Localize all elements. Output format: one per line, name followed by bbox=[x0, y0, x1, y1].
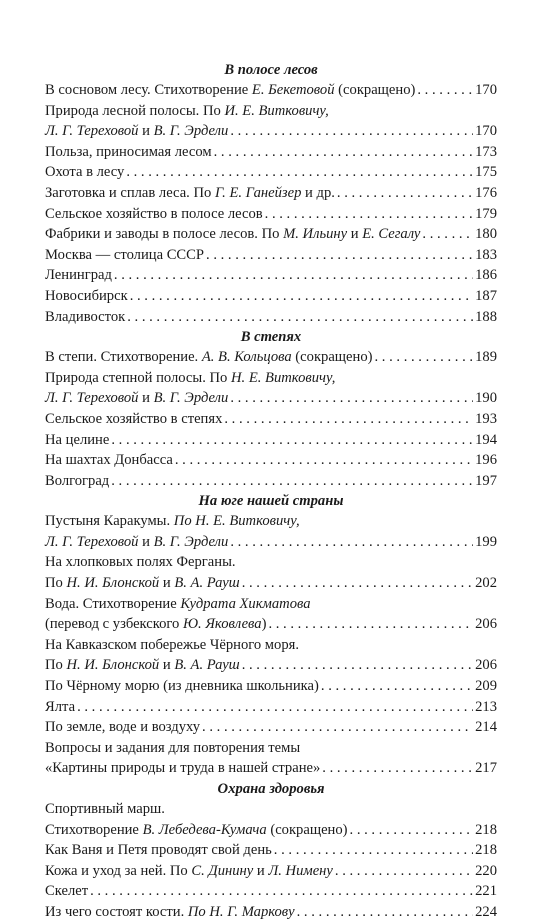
page-number: 206 bbox=[475, 616, 497, 633]
dot-leader bbox=[321, 676, 473, 697]
dot-leader bbox=[268, 614, 473, 635]
toc-entry-title: Заготовка и сплав леса. По Г. Е. Ганейзер и др. bbox=[45, 184, 335, 201]
toc-entry-title: Волгоград bbox=[45, 472, 110, 489]
dot-leader bbox=[77, 697, 473, 718]
toc-entry bbox=[45, 471, 497, 492]
dot-leader bbox=[242, 573, 473, 594]
page-number: 221 bbox=[475, 883, 497, 900]
toc-entry-title: Новосибирск bbox=[45, 287, 128, 304]
toc-entry bbox=[45, 245, 497, 266]
toc-entry bbox=[45, 655, 497, 676]
toc-entry bbox=[45, 388, 497, 409]
toc-entry bbox=[45, 162, 497, 183]
dot-leader bbox=[230, 532, 473, 553]
page-number: 209 bbox=[475, 678, 497, 695]
toc-entry-title: По Н. И. Блонской и В. А. Рауш bbox=[45, 575, 240, 592]
toc-entry-title: В степи. Стихотворение. А. В. Кольцова (сокращено) bbox=[45, 349, 373, 366]
toc-entry bbox=[45, 409, 497, 430]
page-number: 183 bbox=[475, 246, 497, 263]
toc-entry bbox=[45, 183, 497, 204]
dot-leader bbox=[417, 80, 473, 101]
toc-entry-title: На хлопковых полях Ферганы. bbox=[45, 554, 236, 571]
dot-leader bbox=[375, 347, 474, 368]
dot-leader bbox=[214, 142, 473, 163]
toc-entry-title: Вода. Стихотворение Кудрата Хикматова bbox=[45, 595, 311, 612]
dot-leader bbox=[114, 265, 473, 286]
section-heading: В степях bbox=[240, 329, 302, 346]
page-number: 199 bbox=[475, 533, 497, 550]
page-number: 173 bbox=[475, 143, 497, 160]
toc-entry bbox=[45, 204, 497, 225]
page-number: 180 bbox=[475, 226, 497, 243]
dot-leader bbox=[111, 471, 473, 492]
toc-entry bbox=[45, 552, 497, 573]
dot-leader bbox=[224, 409, 473, 430]
toc-entry bbox=[45, 594, 497, 615]
toc-entry bbox=[45, 902, 497, 923]
toc-entry bbox=[45, 121, 497, 142]
section-heading: Охрана здоровья bbox=[217, 781, 325, 797]
toc-entry bbox=[45, 881, 497, 902]
dot-leader bbox=[90, 881, 473, 902]
toc-entry bbox=[45, 738, 497, 759]
toc-entry-title: Л. Г. Тереховой и В. Г. Эрдели bbox=[45, 390, 229, 407]
toc-entry-title: Пустыня Каракумы. По Н. Е. Витковичу, bbox=[45, 513, 300, 530]
toc-entry bbox=[45, 430, 497, 451]
toc-entry-title: Как Ваня и Петя проводят свой день bbox=[45, 842, 272, 859]
toc-entry-title: Вопросы и задания для повторения темы bbox=[45, 739, 301, 756]
page-number: 217 bbox=[475, 760, 497, 777]
page-number: 186 bbox=[475, 267, 497, 284]
toc-entry-title: Спортивный марш. bbox=[45, 801, 165, 817]
dot-leader bbox=[175, 450, 473, 471]
page-number: 197 bbox=[475, 472, 497, 489]
dot-leader bbox=[350, 820, 474, 841]
toc-entry bbox=[45, 511, 497, 532]
dot-leader bbox=[206, 245, 473, 266]
toc-entry-title: Л. Г. Тереховой и В. Г. Эрдели bbox=[45, 123, 229, 140]
dot-leader bbox=[335, 861, 473, 882]
page-number: 196 bbox=[475, 452, 497, 469]
table-of-contents bbox=[45, 60, 497, 923]
page-number: 170 bbox=[475, 123, 497, 140]
dot-leader bbox=[297, 902, 473, 923]
page-number: 220 bbox=[475, 862, 497, 879]
toc-entry-title: Стихотворение В. Лебедева-Кумача (сокращено) bbox=[45, 821, 348, 838]
page-number: 194 bbox=[475, 431, 497, 448]
toc-entry bbox=[45, 820, 497, 841]
dot-leader bbox=[422, 224, 473, 245]
page-number: 190 bbox=[475, 390, 497, 407]
dot-leader bbox=[274, 840, 473, 861]
toc-entry-title: Л. Г. Тереховой и В. Г. Эрдели bbox=[45, 533, 229, 550]
toc-entry-title: Кожа и уход за ней. По С. Динину и Л. Нимену bbox=[45, 862, 333, 879]
dot-leader bbox=[230, 388, 473, 409]
toc-entry bbox=[45, 697, 497, 718]
toc-entry bbox=[45, 758, 497, 779]
page-number: 202 bbox=[475, 575, 497, 592]
toc-entry bbox=[45, 717, 497, 738]
page-number: 187 bbox=[475, 287, 497, 304]
toc-entry bbox=[45, 347, 497, 368]
section-heading: На юге нашей страны bbox=[198, 493, 344, 510]
toc-entry bbox=[45, 368, 497, 389]
page-number: 214 bbox=[475, 719, 497, 736]
page-number: 176 bbox=[475, 184, 497, 201]
toc-entry-title: Ялта bbox=[45, 698, 76, 715]
page-number: 189 bbox=[475, 349, 497, 366]
dot-leader bbox=[265, 204, 473, 225]
page-number: 188 bbox=[475, 308, 497, 325]
dot-leader bbox=[230, 121, 473, 142]
page-number: 218 bbox=[475, 842, 497, 859]
toc-entry bbox=[45, 142, 497, 163]
toc-entry-title: На целине bbox=[45, 431, 110, 448]
page-number: 218 bbox=[475, 821, 497, 838]
toc-entry-title: Природа лесной полосы. По И. Е. Витковичу, bbox=[45, 102, 329, 119]
section-heading: В полосе лесов bbox=[224, 62, 318, 78]
toc-entry bbox=[45, 101, 497, 122]
toc-entry-title: Владивосток bbox=[45, 308, 126, 325]
toc-entry bbox=[45, 861, 497, 882]
toc-entry-title: Москва — столица СССР bbox=[45, 246, 205, 263]
toc-entry bbox=[45, 614, 497, 635]
dot-leader bbox=[130, 286, 473, 307]
toc-entry bbox=[45, 80, 497, 101]
toc-entry bbox=[45, 307, 497, 328]
dot-leader bbox=[126, 162, 473, 183]
toc-entry bbox=[45, 265, 497, 286]
toc-entry-title: Сельское хозяйство в полосе лесов bbox=[45, 205, 263, 222]
toc-entry bbox=[45, 799, 497, 820]
toc-entry bbox=[45, 840, 497, 861]
dot-leader bbox=[111, 430, 473, 451]
dot-leader bbox=[322, 758, 473, 779]
toc-entry bbox=[45, 532, 497, 553]
page-number: 224 bbox=[475, 903, 497, 920]
toc-entry bbox=[45, 450, 497, 471]
toc-entry-title: По Н. И. Блонской и В. А. Рауш bbox=[45, 657, 240, 674]
toc-entry bbox=[45, 573, 497, 594]
toc-entry-title: Польза, приносимая лесом bbox=[45, 143, 212, 160]
toc-entry-title: Ленинград bbox=[45, 267, 112, 284]
toc-entry-title: Фабрики и заводы в полосе лесов. По М. Ильину и Е. Сегалу bbox=[45, 226, 421, 243]
toc-entry-title: По Чёрному морю (из дневника школьника) bbox=[45, 678, 319, 695]
dot-leader bbox=[337, 183, 473, 204]
toc-entry-title: «Картины природы и труда в нашей стране» bbox=[45, 760, 321, 777]
toc-entry-title: По земле, воде и воздуху bbox=[45, 719, 201, 736]
toc-entry-title: В сосновом лесу. Стихотворение Е. Бекетовой (сокращено) bbox=[45, 82, 416, 98]
toc-entry bbox=[45, 224, 497, 245]
dot-leader bbox=[127, 307, 473, 328]
toc-entry-title: Природа степной полосы. По Н. Е. Витковичу, bbox=[45, 369, 336, 386]
toc-entry-title: На Кавказском побережье Чёрного моря. bbox=[45, 636, 299, 653]
page-number: 179 bbox=[475, 205, 497, 222]
toc-entry-title: Сельское хозяйство в степях bbox=[45, 410, 223, 427]
page-number: 206 bbox=[475, 657, 497, 674]
dot-leader bbox=[242, 655, 473, 676]
page-number: 213 bbox=[475, 698, 497, 715]
dot-leader bbox=[202, 717, 473, 738]
toc-entry bbox=[45, 635, 497, 656]
toc-entry-title: Охота в лесу bbox=[45, 164, 125, 181]
toc-entry bbox=[45, 676, 497, 697]
page-number: 170 bbox=[475, 82, 497, 98]
page-number: 175 bbox=[475, 164, 497, 181]
toc-entry-title: Скелет bbox=[45, 883, 89, 900]
toc-entry-title: (перевод с узбекского Ю. Яковлева) bbox=[45, 616, 267, 633]
toc-entry-title: Из чего состоят кости. По Н. Г. Маркову bbox=[45, 903, 295, 920]
page-number: 193 bbox=[475, 410, 497, 427]
toc-entry bbox=[45, 286, 497, 307]
toc-entry-title: На шахтах Донбасса bbox=[45, 452, 173, 469]
